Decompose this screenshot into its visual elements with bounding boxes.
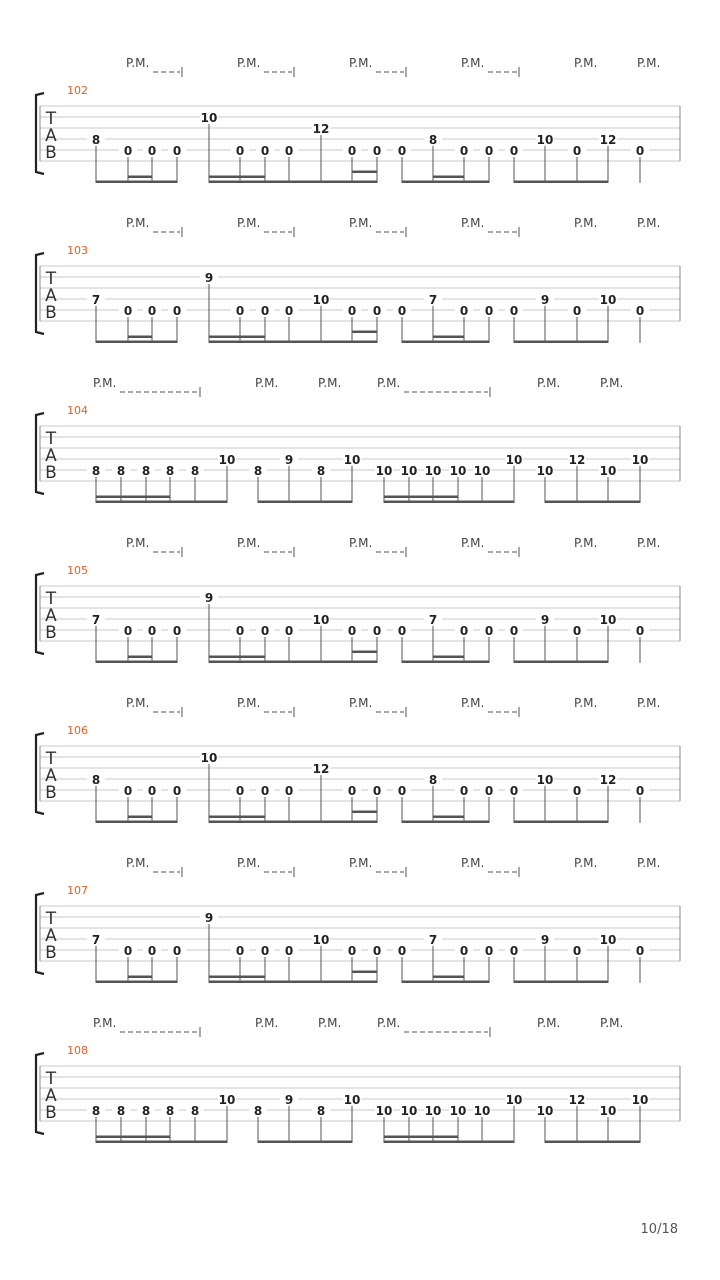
note-beam: [128, 976, 152, 979]
fret-number: 0: [147, 144, 157, 158]
fret-number: 0: [347, 784, 357, 798]
fret-number: 0: [397, 944, 407, 958]
note-beam: [128, 816, 152, 819]
note-beam: [402, 181, 489, 184]
fret-number: 0: [459, 944, 469, 958]
fret-number: 8: [141, 464, 151, 478]
palm-mute-label: P.M.: [255, 376, 279, 390]
palm-mute-label: P.M.: [126, 216, 150, 230]
fret-number: 10: [400, 464, 418, 478]
note-beam: [352, 971, 377, 974]
palm-mute-label: P.M.: [126, 536, 150, 550]
note-beam: [128, 656, 152, 659]
tab-clef-letter: A: [45, 286, 57, 306]
palm-mute-label: P.M.: [126, 696, 150, 710]
fret-number: 8: [253, 1104, 263, 1118]
palm-mute-label: P.M.: [637, 856, 661, 870]
palm-mute-label: P.M.: [318, 376, 342, 390]
fret-number: 0: [372, 784, 382, 798]
fret-number: 0: [484, 304, 494, 318]
note-beam: [96, 496, 170, 499]
fret-number: 8: [91, 133, 101, 147]
note-beam: [96, 661, 177, 664]
fret-number: 10: [424, 1104, 442, 1118]
fret-number: 0: [284, 144, 294, 158]
fret-number: 10: [200, 751, 218, 765]
fret-number: 0: [459, 304, 469, 318]
fret-number: 0: [484, 624, 494, 638]
fret-number: 10: [599, 613, 617, 627]
fret-number: 9: [204, 271, 214, 285]
palm-mute-label: P.M.: [574, 216, 598, 230]
fret-number: 9: [284, 453, 294, 467]
fret-number: 8: [316, 1104, 326, 1118]
tab-clef-letter: T: [45, 269, 57, 289]
fret-number: 7: [91, 293, 101, 307]
fret-number: 0: [372, 624, 382, 638]
measure-number: 102: [67, 84, 88, 97]
tab-clef-letter: A: [45, 1086, 57, 1106]
note-beam: [402, 981, 489, 984]
tab-clef-letter: T: [45, 1069, 57, 1089]
fret-number: 9: [540, 933, 550, 947]
measure-number: 108: [67, 1044, 88, 1057]
fret-number: 10: [473, 464, 491, 478]
measure-number: 106: [67, 724, 88, 737]
note-beam: [209, 981, 377, 984]
palm-mute-label: P.M.: [574, 696, 598, 710]
fret-number: 0: [123, 624, 133, 638]
fret-number: 10: [599, 1104, 617, 1118]
tab-clef-letter: T: [45, 749, 57, 769]
note-beam: [384, 501, 514, 504]
note-beam: [514, 981, 608, 984]
fret-number: 0: [509, 944, 519, 958]
palm-mute-label: P.M.: [237, 56, 261, 70]
fret-number: 0: [147, 784, 157, 798]
note-beam: [209, 821, 377, 824]
note-beam: [258, 501, 352, 504]
fret-number: 10: [343, 453, 361, 467]
fret-number: 10: [536, 773, 554, 787]
fret-number: 12: [568, 453, 586, 467]
note-beam: [96, 501, 227, 504]
palm-mute-label: P.M.: [349, 216, 373, 230]
note-beam: [96, 981, 177, 984]
fret-number: 0: [123, 304, 133, 318]
fret-number: 10: [536, 1104, 554, 1118]
fret-number: 10: [375, 464, 393, 478]
fret-number: 0: [397, 304, 407, 318]
fret-number: 8: [116, 1104, 126, 1118]
fret-number: 8: [91, 1104, 101, 1118]
fret-number: 10: [599, 293, 617, 307]
fret-number: 8: [165, 464, 175, 478]
fret-number: 0: [123, 944, 133, 958]
tab-clef-letter: T: [45, 589, 57, 609]
fret-number: 0: [459, 624, 469, 638]
measure-number: 105: [67, 564, 88, 577]
fret-number: 0: [572, 304, 582, 318]
note-beam: [352, 171, 377, 174]
tab-clef-letter: B: [45, 943, 57, 963]
note-beam: [433, 336, 464, 339]
fret-number: 0: [235, 144, 245, 158]
measure-number: 107: [67, 884, 88, 897]
fret-number: 0: [347, 304, 357, 318]
fret-number: 7: [428, 613, 438, 627]
fret-number: 0: [484, 784, 494, 798]
fret-number: 0: [284, 304, 294, 318]
fret-number: 0: [397, 784, 407, 798]
fret-number: 0: [235, 944, 245, 958]
palm-mute-label: P.M.: [537, 376, 561, 390]
note-beam: [209, 661, 377, 664]
fret-number: 0: [509, 624, 519, 638]
note-beam: [96, 1141, 227, 1144]
fret-number: 0: [172, 944, 182, 958]
palm-mute-label: P.M.: [461, 536, 485, 550]
fret-number: 12: [312, 762, 330, 776]
palm-mute-label: P.M.: [349, 856, 373, 870]
palm-mute-label: P.M.: [255, 1016, 279, 1030]
fret-number: 10: [473, 1104, 491, 1118]
fret-number: 0: [123, 784, 133, 798]
fret-number: 0: [147, 304, 157, 318]
note-beam: [209, 336, 265, 339]
palm-mute-label: P.M.: [349, 696, 373, 710]
palm-mute-label: P.M.: [237, 216, 261, 230]
measure-number: 104: [67, 404, 88, 417]
palm-mute-label: P.M.: [537, 1016, 561, 1030]
fret-number: 0: [572, 784, 582, 798]
fret-number: 9: [204, 591, 214, 605]
note-beam: [514, 661, 608, 664]
fret-number: 12: [599, 133, 617, 147]
palm-mute-label: P.M.: [377, 376, 401, 390]
note-beam: [209, 176, 265, 179]
fret-number: 0: [347, 944, 357, 958]
fret-number: 0: [260, 624, 270, 638]
fret-number: 0: [172, 304, 182, 318]
fret-number: 0: [397, 144, 407, 158]
note-beam: [433, 816, 464, 819]
fret-number: 8: [91, 464, 101, 478]
note-beam: [209, 816, 265, 819]
fret-number: 0: [397, 624, 407, 638]
fret-number: 8: [165, 1104, 175, 1118]
fret-number: 0: [260, 784, 270, 798]
tab-clef-letter: T: [45, 429, 57, 449]
fret-number: 10: [343, 1093, 361, 1107]
fret-number: 10: [218, 1093, 236, 1107]
palm-mute-label: P.M.: [574, 56, 598, 70]
tab-clef-letter: A: [45, 766, 57, 786]
fret-number: 12: [312, 122, 330, 136]
note-beam: [384, 496, 458, 499]
fret-number: 10: [599, 933, 617, 947]
fret-number: 8: [428, 133, 438, 147]
fret-number: 0: [260, 144, 270, 158]
tab-clef-letter: B: [45, 1103, 57, 1123]
fret-number: 0: [509, 784, 519, 798]
tab-clef-letter: A: [45, 126, 57, 146]
palm-mute-label: P.M.: [600, 1016, 624, 1030]
fret-number: 10: [449, 464, 467, 478]
note-beam: [209, 181, 377, 184]
fret-number: 10: [505, 1093, 523, 1107]
palm-mute-label: P.M.: [237, 856, 261, 870]
note-beam: [402, 341, 489, 344]
fret-number: 0: [347, 144, 357, 158]
note-beam: [352, 331, 377, 334]
fret-number: 10: [375, 1104, 393, 1118]
fret-number: 8: [190, 1104, 200, 1118]
tab-clef-letter: A: [45, 606, 57, 626]
palm-mute-label: P.M.: [637, 536, 661, 550]
fret-number: 10: [218, 453, 236, 467]
fret-number: 8: [116, 464, 126, 478]
fret-number: 0: [284, 784, 294, 798]
fret-number: 10: [599, 464, 617, 478]
fret-number: 12: [568, 1093, 586, 1107]
fret-number: 0: [372, 944, 382, 958]
palm-mute-label: P.M.: [349, 56, 373, 70]
note-beam: [384, 1141, 514, 1144]
fret-number: 0: [172, 784, 182, 798]
fret-number: 0: [635, 144, 645, 158]
fret-number: 0: [347, 624, 357, 638]
fret-number: 8: [141, 1104, 151, 1118]
fret-number: 10: [536, 133, 554, 147]
palm-mute-label: P.M.: [126, 856, 150, 870]
note-beam: [96, 341, 177, 344]
fret-number: 10: [536, 464, 554, 478]
tab-clef-letter: A: [45, 926, 57, 946]
fret-number: 8: [190, 464, 200, 478]
fret-number: 10: [312, 933, 330, 947]
fret-number: 0: [235, 784, 245, 798]
palm-mute-label: P.M.: [93, 1016, 117, 1030]
tab-clef-letter: A: [45, 446, 57, 466]
fret-number: 7: [428, 293, 438, 307]
tab-clef-letter: B: [45, 143, 57, 163]
palm-mute-label: P.M.: [126, 56, 150, 70]
fret-number: 0: [509, 304, 519, 318]
note-beam: [433, 976, 464, 979]
tab-clef-letter: T: [45, 909, 57, 929]
palm-mute-label: P.M.: [318, 1016, 342, 1030]
note-beam: [514, 341, 608, 344]
note-beam: [128, 176, 152, 179]
fret-number: 0: [484, 944, 494, 958]
tab-clef-letter: B: [45, 783, 57, 803]
fret-number: 8: [428, 773, 438, 787]
note-beam: [352, 811, 377, 814]
fret-number: 7: [91, 613, 101, 627]
palm-mute-label: P.M.: [461, 856, 485, 870]
fret-number: 0: [372, 144, 382, 158]
note-beam: [209, 341, 377, 344]
fret-number: 0: [172, 624, 182, 638]
fret-number: 0: [260, 304, 270, 318]
fret-number: 0: [147, 624, 157, 638]
note-beam: [384, 1136, 458, 1139]
fret-number: 9: [540, 293, 550, 307]
note-beam: [514, 181, 608, 184]
note-beam: [402, 661, 489, 664]
fret-number: 9: [204, 911, 214, 925]
page-number: 10/18: [640, 1222, 678, 1237]
tab-clef-letter: B: [45, 463, 57, 483]
fret-number: 0: [572, 624, 582, 638]
palm-mute-label: P.M.: [637, 696, 661, 710]
palm-mute-label: P.M.: [349, 536, 373, 550]
fret-number: 10: [200, 111, 218, 125]
tab-clef-letter: B: [45, 623, 57, 643]
fret-number: 10: [424, 464, 442, 478]
fret-number: 0: [123, 144, 133, 158]
tab-clef-letter: T: [45, 109, 57, 129]
fret-number: 10: [449, 1104, 467, 1118]
fret-number: 0: [572, 144, 582, 158]
measure-number: 103: [67, 244, 88, 257]
note-beam: [128, 336, 152, 339]
palm-mute-label: P.M.: [237, 536, 261, 550]
fret-number: 0: [284, 624, 294, 638]
palm-mute-label: P.M.: [574, 536, 598, 550]
fret-number: 10: [312, 293, 330, 307]
fret-number: 0: [635, 624, 645, 638]
fret-number: 0: [147, 944, 157, 958]
palm-mute-label: P.M.: [237, 696, 261, 710]
palm-mute-label: P.M.: [600, 376, 624, 390]
palm-mute-label: P.M.: [637, 216, 661, 230]
fret-number: 0: [172, 144, 182, 158]
fret-number: 9: [284, 1093, 294, 1107]
fret-number: 8: [253, 464, 263, 478]
fret-number: 7: [428, 933, 438, 947]
note-beam: [96, 821, 177, 824]
fret-number: 0: [459, 144, 469, 158]
note-beam: [545, 501, 640, 504]
palm-mute-label: P.M.: [461, 696, 485, 710]
note-beam: [545, 1141, 640, 1144]
fret-number: 10: [400, 1104, 418, 1118]
palm-mute-label: P.M.: [461, 56, 485, 70]
palm-mute-label: P.M.: [637, 56, 661, 70]
fret-number: 0: [235, 304, 245, 318]
palm-mute-label: P.M.: [461, 216, 485, 230]
note-beam: [96, 1136, 170, 1139]
fret-number: 7: [91, 933, 101, 947]
note-beam: [352, 651, 377, 654]
fret-number: 0: [635, 944, 645, 958]
fret-number: 0: [235, 624, 245, 638]
palm-mute-label: P.M.: [377, 1016, 401, 1030]
fret-number: 10: [631, 1093, 649, 1107]
note-beam: [96, 181, 177, 184]
note-beam: [402, 821, 489, 824]
note-beam: [433, 176, 464, 179]
note-beam: [514, 821, 608, 824]
fret-number: 9: [540, 613, 550, 627]
fret-number: 10: [505, 453, 523, 467]
fret-number: 10: [631, 453, 649, 467]
note-beam: [209, 656, 265, 659]
fret-number: 8: [91, 773, 101, 787]
note-beam: [209, 976, 265, 979]
fret-number: 0: [484, 144, 494, 158]
fret-number: 0: [459, 784, 469, 798]
fret-number: 0: [635, 784, 645, 798]
tab-clef-letter: B: [45, 303, 57, 323]
note-beam: [433, 656, 464, 659]
fret-number: 0: [635, 304, 645, 318]
palm-mute-label: P.M.: [574, 856, 598, 870]
fret-number: 0: [260, 944, 270, 958]
palm-mute-label: P.M.: [93, 376, 117, 390]
fret-number: 0: [509, 144, 519, 158]
fret-number: 0: [572, 944, 582, 958]
fret-number: 10: [312, 613, 330, 627]
fret-number: 0: [284, 944, 294, 958]
note-beam: [258, 1141, 352, 1144]
fret-number: 12: [599, 773, 617, 787]
fret-number: 8: [316, 464, 326, 478]
fret-number: 0: [372, 304, 382, 318]
